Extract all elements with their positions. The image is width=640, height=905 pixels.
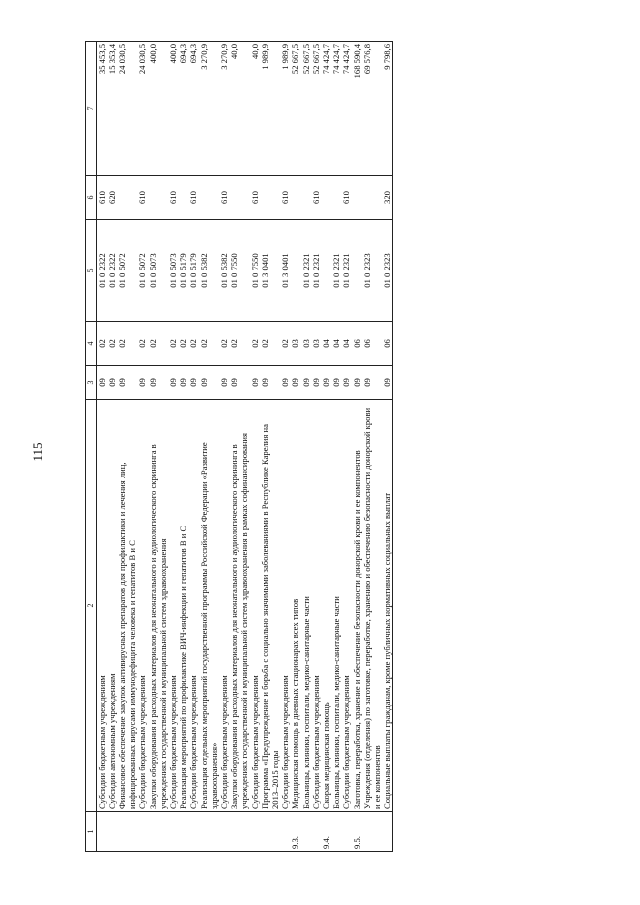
subsection-code-cell: 04 (321, 322, 331, 366)
section-code-cell: 09 (178, 366, 188, 400)
section-code-cell: 09 (107, 366, 117, 400)
expense-type-cell (362, 176, 382, 220)
subsection-code-cell: 03 (311, 322, 321, 366)
expense-type-cell: 610 (250, 176, 260, 220)
target-article-cell: 01 0 7550 (229, 220, 249, 322)
target-article-cell: 01 0 5073 (168, 220, 178, 322)
amount-cell: 40,0 (250, 42, 260, 176)
table-row (96, 42, 107, 852)
description-cell: Медицинская помощь в дневных стационарах всех типов (290, 400, 300, 812)
target-article-cell: 01 0 2321 (311, 220, 321, 322)
description-cell: Субсидии бюджетным учреждениям (188, 400, 198, 812)
description-cell: Закупки оборудования и расходных материалов для неонатального и аудиологического скрининга в учреждениях государственной и муниципальной систем здравоохранения в рамках софинансирования (229, 400, 249, 812)
table-row (290, 42, 300, 852)
subsection-code-cell: 02 (107, 322, 117, 366)
table-row (107, 42, 117, 852)
section-code-cell: 09 (260, 366, 280, 400)
description-cell: Реализация мероприятий по профилактике ВИЧ-инфекции и гепатитов B и C (178, 400, 188, 812)
description-cell: Больницы, клиники, госпитали, медико-санитарные части (301, 400, 311, 812)
expense-type-cell (260, 176, 280, 220)
column-header: 6 (86, 176, 97, 220)
section-number-cell (137, 812, 147, 852)
section-number-cell: 9.4. (321, 812, 331, 852)
table-row (311, 42, 321, 852)
description-cell: Субсидии бюджетным учреждениям (168, 400, 178, 812)
expense-type-cell: 610 (168, 176, 178, 220)
target-article-cell (321, 220, 331, 322)
expense-type-cell (352, 176, 362, 220)
amount-cell: 52 667,5 (311, 42, 321, 176)
amount-cell: 24 030,5 (137, 42, 147, 176)
target-article-cell: 01 0 2323 (382, 220, 393, 322)
amount-cell: 1 989,9 (260, 42, 280, 176)
subsection-code-cell: 02 (229, 322, 249, 366)
section-number-cell (382, 812, 393, 852)
section-code-cell: 09 (250, 366, 260, 400)
section-code-cell: 09 (117, 366, 137, 400)
section-number-cell (260, 812, 280, 852)
page-number: 115 (30, 442, 45, 462)
target-article-cell: 01 0 5382 (199, 220, 219, 322)
expense-type-cell: 610 (341, 176, 351, 220)
subsection-code-cell: 02 (168, 322, 178, 366)
target-article-cell: 01 3 0401 (260, 220, 280, 322)
section-number-cell (188, 812, 198, 852)
description-cell: Программа «Предупреждение и борьба с социально значимыми заболеваниями в Республике Карелия на 2013–2015 годы (260, 400, 280, 812)
expense-type-cell (117, 176, 137, 220)
amount-cell: 1 989,9 (280, 42, 290, 176)
table-row (260, 42, 280, 852)
amount-cell: 35 453,5 (96, 42, 107, 176)
column-header: 4 (86, 322, 97, 366)
expense-type-cell: 320 (382, 176, 393, 220)
description-cell: Закупки оборудования и расходных материалов для неонатального и аудиологического скрининга в учреждениях государственной и муниципальной систем здравоохранения (148, 400, 168, 812)
column-header: 5 (86, 220, 97, 322)
target-article-cell: 01 0 5072 (137, 220, 147, 322)
section-code-cell: 09 (219, 366, 229, 400)
target-article-cell: 01 3 0401 (280, 220, 290, 322)
table-row (219, 42, 229, 852)
section-code-cell: 09 (382, 366, 393, 400)
description-cell: Субсидии бюджетным учреждениям (250, 400, 260, 812)
table-row (178, 42, 188, 852)
target-article-cell: 01 0 2323 (362, 220, 382, 322)
section-number-cell: 9.5. (352, 812, 362, 852)
column-header: 7 (86, 42, 97, 176)
section-code-cell: 09 (168, 366, 178, 400)
section-number-cell: 9.3. (290, 812, 300, 852)
section-number-cell (229, 812, 249, 852)
section-code-cell: 09 (362, 366, 382, 400)
subsection-code-cell: 02 (199, 322, 219, 366)
table-row (382, 42, 393, 852)
subsection-code-cell: 02 (188, 322, 198, 366)
amount-cell: 24 030,5 (117, 42, 137, 176)
description-cell: Субсидии бюджетным учреждениям (280, 400, 290, 812)
section-number-cell (250, 812, 260, 852)
table-row (352, 42, 362, 852)
rotated-page-content (85, 42, 585, 852)
amount-cell: 400,0 (148, 42, 168, 176)
expense-type-cell (290, 176, 300, 220)
target-article-cell: 01 0 5072 (117, 220, 137, 322)
description-cell: Заготовка, переработка, хранение и обеспечение безопасности донорской крови и ее компонентов (352, 400, 362, 812)
expense-type-cell: 620 (107, 176, 117, 220)
section-number-cell (117, 812, 137, 852)
table-row (341, 42, 351, 852)
section-code-cell: 09 (280, 366, 290, 400)
section-code-cell: 09 (290, 366, 300, 400)
section-number-cell (148, 812, 168, 852)
description-cell: Субсидии бюджетным учреждениям (219, 400, 229, 812)
section-number-cell (341, 812, 351, 852)
section-code-cell: 09 (311, 366, 321, 400)
amount-cell: 400,0 (168, 42, 178, 176)
target-article-cell (290, 220, 300, 322)
table-row (250, 42, 260, 852)
section-code-cell: 09 (137, 366, 147, 400)
subsection-code-cell: 02 (96, 322, 107, 366)
amount-cell: 694,3 (178, 42, 188, 176)
amount-cell: 69 576,8 (362, 42, 382, 176)
table-row (148, 42, 168, 852)
table-row (362, 42, 382, 852)
target-article-cell: 01 0 5179 (178, 220, 188, 322)
target-article-cell: 01 0 2321 (341, 220, 351, 322)
section-number-cell (362, 812, 382, 852)
expense-type-cell: 610 (188, 176, 198, 220)
target-article-cell: 01 0 2322 (107, 220, 117, 322)
target-article-cell: 01 0 5073 (148, 220, 168, 322)
amount-cell: 15 353,4 (107, 42, 117, 176)
table-row (280, 42, 290, 852)
section-code-cell: 09 (148, 366, 168, 400)
subsection-code-cell: 02 (117, 322, 137, 366)
section-code-cell: 09 (229, 366, 249, 400)
subsection-code-cell: 04 (331, 322, 341, 366)
target-article-cell: 01 0 5179 (188, 220, 198, 322)
table-body (96, 42, 393, 852)
section-number-cell (107, 812, 117, 852)
subsection-code-cell: 06 (352, 322, 362, 366)
table-row (188, 42, 198, 852)
subsection-code-cell: 04 (341, 322, 351, 366)
subsection-code-cell: 06 (382, 322, 393, 366)
amount-cell: 52 667,5 (301, 42, 311, 176)
expense-type-cell (331, 176, 341, 220)
description-cell: Субсидии автономным учреждениям (107, 400, 117, 812)
table-row (331, 42, 341, 852)
amount-cell: 52 667,5 (290, 42, 300, 176)
expense-type-cell: 610 (96, 176, 107, 220)
subsection-code-cell: 03 (290, 322, 300, 366)
expense-type-cell (229, 176, 249, 220)
amount-cell: 3 270,9 (199, 42, 219, 176)
section-number-cell (168, 812, 178, 852)
subsection-code-cell: 02 (260, 322, 280, 366)
subsection-code-cell: 06 (362, 322, 382, 366)
section-number-cell (219, 812, 229, 852)
amount-cell: 40,0 (229, 42, 249, 176)
section-code-cell: 09 (321, 366, 331, 400)
subsection-code-cell: 02 (178, 322, 188, 366)
subsection-code-cell: 02 (137, 322, 147, 366)
section-code-cell: 09 (331, 366, 341, 400)
section-number-cell (331, 812, 341, 852)
description-cell: Субсидии бюджетным учреждениям (341, 400, 351, 812)
section-number-cell (178, 812, 188, 852)
target-article-cell (352, 220, 362, 322)
table-row (301, 42, 311, 852)
section-number-cell (311, 812, 321, 852)
target-article-cell: 01 0 7550 (250, 220, 260, 322)
table-row (117, 42, 137, 852)
expense-type-cell (321, 176, 331, 220)
amount-cell: 74 424,7 (331, 42, 341, 176)
description-cell: Учреждения (отделения) по заготовке, переработке, хранению и обеспечению безопасности донорской крови и ее компонентов (362, 400, 382, 812)
section-number-cell (199, 812, 219, 852)
expense-type-cell: 610 (137, 176, 147, 220)
subsection-code-cell: 02 (148, 322, 168, 366)
subsection-code-cell: 02 (219, 322, 229, 366)
description-cell: Субсидии бюджетным учреждениям (96, 400, 107, 812)
expense-type-cell (301, 176, 311, 220)
subsection-code-cell: 03 (301, 322, 311, 366)
section-code-cell: 09 (199, 366, 219, 400)
amount-cell: 74 424,7 (321, 42, 331, 176)
amount-cell: 694,3 (188, 42, 198, 176)
description-cell: Субсидии бюджетным учреждениям (311, 400, 321, 812)
table-row (168, 42, 178, 852)
section-number-cell (96, 812, 107, 852)
subsection-code-cell: 02 (250, 322, 260, 366)
section-code-cell: 09 (188, 366, 198, 400)
expense-type-cell: 610 (311, 176, 321, 220)
section-number-cell (280, 812, 290, 852)
table-row (137, 42, 147, 852)
target-article-cell: 01 0 2322 (96, 220, 107, 322)
table-row (321, 42, 331, 852)
subsection-code-cell: 02 (280, 322, 290, 366)
target-article-cell: 01 0 2321 (301, 220, 311, 322)
expense-type-cell: 610 (219, 176, 229, 220)
column-header: 2 (86, 400, 97, 812)
amount-cell: 9 798,6 (382, 42, 393, 176)
amount-cell: 3 270,9 (219, 42, 229, 176)
table-row (229, 42, 249, 852)
target-article-cell: 01 0 5382 (219, 220, 229, 322)
expense-type-cell (148, 176, 168, 220)
expense-type-cell (178, 176, 188, 220)
table-row (199, 42, 219, 852)
description-cell: Реализация отдельных мероприятий государственной программы Российской Федерации «Развитие здравоохранения» (199, 400, 219, 812)
description-cell: Больницы, клиники, госпитали, медико-санитарные части (331, 400, 341, 812)
description-cell: Финансовое обеспечение закупок антивирусных препаратов для профилактики и лечения лиц, инфицированных вирусами иммунодефицита человека и гепатитов B и C (117, 400, 137, 812)
column-header: 1 (86, 812, 97, 852)
section-code-cell: 09 (301, 366, 311, 400)
budget-table (85, 41, 393, 852)
expense-type-cell: 610 (280, 176, 290, 220)
expense-type-cell (199, 176, 219, 220)
section-code-cell: 09 (341, 366, 351, 400)
description-cell: Субсидии бюджетным учреждениям (137, 400, 147, 812)
description-cell: Социальные выплаты гражданам, кроме публичных нормативных социальных выплат (382, 400, 393, 812)
table-header-row (86, 42, 97, 852)
target-article-cell: 01 0 2321 (331, 220, 341, 322)
section-number-cell (301, 812, 311, 852)
description-cell: Скорая медицинская помощь (321, 400, 331, 812)
section-code-cell: 09 (96, 366, 107, 400)
amount-cell: 168 590,4 (352, 42, 362, 176)
section-code-cell: 09 (352, 366, 362, 400)
column-header: 3 (86, 366, 97, 400)
amount-cell: 74 424,7 (341, 42, 351, 176)
